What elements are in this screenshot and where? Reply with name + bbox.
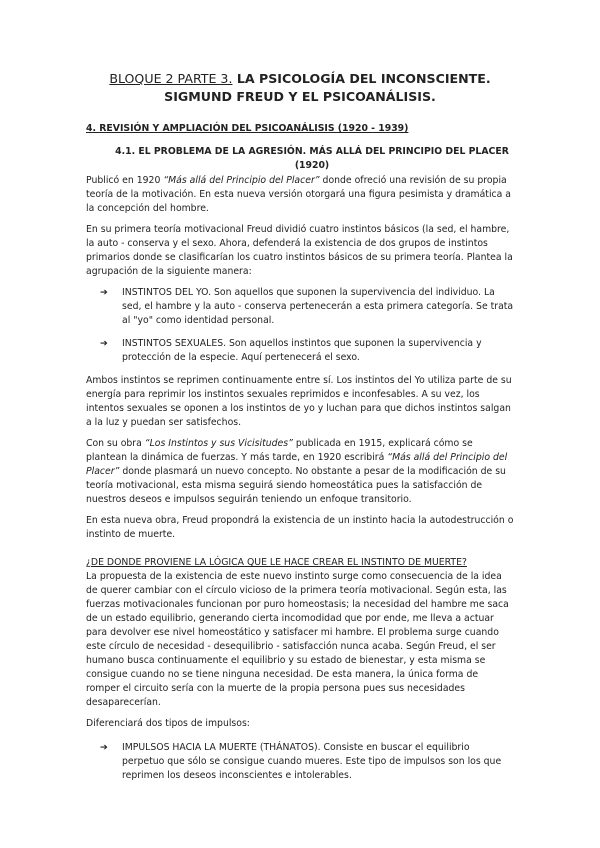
question-heading: ¿DE DONDE PROVIENE LA LÓGICA QUE LE HACE CREAR EL INSTINTO DE MUERTE? bbox=[86, 557, 467, 568]
paragraph-1-text-a: Publicó en 1920 bbox=[86, 175, 164, 186]
list-item bbox=[86, 741, 514, 783]
paragraph-1-text-c: donde ofreció una revisión de su propia teoría de la motivación. En esta nueva versión otorgará una figura pesimista y dramática a la concepción del hombre. bbox=[86, 175, 511, 214]
paragraph-3: Ambos instintos se reprimen continuamente entre sí. Los instintos del Yo utiliza parte de su energía para reprimir los instintos sexuales reprimidos e inconfesables. A su vez, los intentos sexuales se oponen a los instintos de yo y luchan para que dichos instintos salgan a la luz y puedan ser satisfechos. bbox=[86, 375, 512, 428]
impulse-list bbox=[86, 741, 514, 783]
paragraph-4 bbox=[86, 437, 514, 507]
arrow-icon: ➔ bbox=[100, 338, 108, 349]
list-item-text: INSTINTOS SEXUALES. Son aquellos instintos que suponen la supervivencia y protección de la especie. Aquí pertenecerá el sexo. bbox=[122, 338, 482, 363]
section-heading: 4. REVISIÓN Y AMPLIACIÓN DEL PSICOANÁLISIS (1920 - 1939) bbox=[86, 123, 409, 134]
title-main: LA PSICOLOGÍA DEL INCONSCIENTE. SIGMUND FREUD Y EL PSICOANÁLISIS. bbox=[164, 71, 491, 104]
list-item-text: IMPULSOS HACIA LA MUERTE (THÁNATOS). Consiste en buscar el equilibrio perpetuo que sólo se consigue cuando mueres. Este tipo de impulsos son los que reprimen los deseos inconscientes e intolerables. bbox=[122, 742, 502, 781]
paragraph-7: Diferenciará dos tipos de impulsos: bbox=[86, 718, 250, 729]
book-title-italic: “Más allá del Principio del Placer” bbox=[86, 452, 508, 477]
arrow-icon: ➔ bbox=[100, 287, 108, 298]
paragraph-4-text-a: Con su obra bbox=[86, 438, 145, 449]
list-item bbox=[86, 286, 514, 328]
paragraph-2: En su primera teoría motivacional Freud dividió cuatro instintos básicos (la sed, el hambre, la auto - conserva y el sexo. Ahora, defenderá la existencia de dos grupos de instintos primarios donde se clasificarían los cuatro instintos básicos de su primera teoría. Plantea la agrupación de la siguiente manera: bbox=[86, 224, 513, 277]
book-title-italic: “Más allá del Principio del Placer” bbox=[163, 175, 320, 186]
paragraph-4-text-e: donde plasmará un nuevo concepto. No obstante a pesar de la modificación de su teoría motivacional, esta misma seguirá siendo homeostática pues la satisfacción de nuestros deseos e impulsos seguirán teniendo un enfoque transitorio. bbox=[86, 466, 506, 505]
document-title bbox=[86, 70, 514, 106]
title-part-label: BLOQUE 2 PARTE 3. bbox=[109, 71, 233, 86]
book-title-italic: “Los Instintos y sus Vicisitudes” bbox=[144, 438, 293, 449]
list-item-text: INSTINTOS DEL YO. Son aquellos que suponen la supervivencia del individuo. La sed, el hambre y la auto - conserva pertenecerán a esta primera categoría. Se trata al "yo" como identidad personal. bbox=[122, 287, 514, 326]
paragraph-4-text-c: publicada en 1915, explicará cómo se plantean la dinámica de fuerzas. Y más tarde, en 1920 escribirá bbox=[86, 438, 473, 463]
paragraph-5: En esta nueva obra, Freud propondrá la existencia de un instinto hacia la autodestrucción o instinto de muerte. bbox=[86, 515, 514, 540]
arrow-icon: ➔ bbox=[100, 742, 108, 753]
instinct-list bbox=[86, 286, 514, 365]
subsection-heading: 4.1. EL PROBLEMA DE LA AGRESIÓN. MÁS ALLÁ DEL PRINCIPIO DEL PLACER (1920) bbox=[115, 146, 509, 171]
paragraph-6: La propuesta de la existencia de este nuevo instinto surge como consecuencia de la idea de querer cambiar con el círculo vicioso de la primera teoría motivacional. Según esta, las fuerzas motivacionales funcionan por puro homeostasis; la necesidad del hambre me saca de un estado equilibrio, generando cierta incomodidad que por ende, me lleva a actuar para devolver ese nivel homeostático y satisfacer mi hambre. El problema surge cuando este círculo de necesidad - desequilibrio - satisfacción nunca acaba. Según Freud, el ser humano busca continuamente el equilibrio y su estado de bienestar, y esta misma se consigue cuando no se tiene ninguna necesidad. De esta manera, la única forma de romper el circuito sería con la muerte de la propia persona pues sus necesidades desaparecerían. bbox=[86, 571, 509, 708]
paragraph-1 bbox=[86, 174, 514, 216]
list-item bbox=[86, 337, 514, 365]
